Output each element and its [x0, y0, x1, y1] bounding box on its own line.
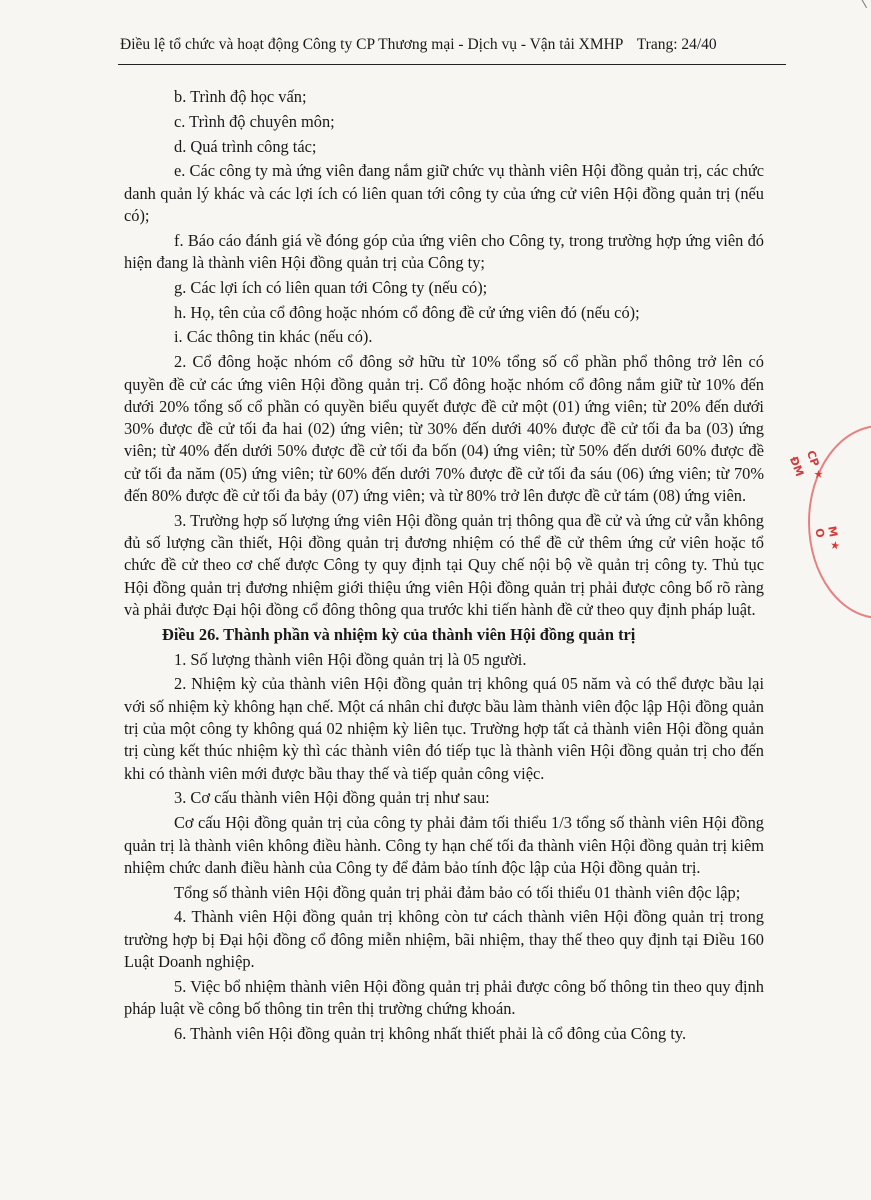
paragraph: 5. Việc bổ nhiệm thành viên Hội đồng quản trị phải được công bố thông tin theo quy định pháp luật về công bố thông tin trên thị trường chứng khoán.	[124, 976, 764, 1019]
paragraph: 2. Cổ đông hoặc nhóm cổ đông sở hữu từ 10% tổng số cổ phần phổ thông trở lên có quyền đề cử các ứng viên Hội đồng quản trị. Cổ đông hoặc nhóm cổ đông nắm giữ từ 10% đến dưới 20% tổng số cổ phần có quyền biểu quyết được đề cử một (01) ứng viên; từ 20% đến dưới 30% được đề cử tối đa hai (02) ứng viên; từ 30% đến dưới 40% được đề cử tối đa ba (03) ứng viên; từ 40% đến dưới 50% được đề cử tối đa bốn (04) ứng viên; từ 50% đến dưới 60% được đề cử tối đa năm (05) ứng viên; từ 60% đến dưới 70% được đề cử tối đa sáu (06) ứng viên; từ 70% đến 80% được đề cử tối đa bảy (07) ứng viên; và từ 80% trở lên được đề cử tám (08) ứng viên.	[124, 352, 764, 506]
paragraph: 1. Số lượng thành viên Hội đồng quản trị là 05 người.	[174, 649, 527, 669]
paragraph: b. Trình độ học vấn;	[174, 87, 307, 106]
paragraph: Tổng số thành viên Hội đồng quản trị phải đảm bảo có tối thiểu 01 thành viên độc lập;	[174, 882, 741, 902]
document-body	[124, 86, 764, 1048]
paragraph: 6. Thành viên Hội đồng quản trị không nhất thiết phải là cổ đông của Công ty.	[174, 1023, 687, 1043]
header-title: Điều lệ tổ chức và hoạt động Công ty CP Thương mại - Dịch vụ - Vận tải XMHP	[120, 36, 623, 53]
paragraph: c. Trình độ chuyên môn;	[174, 111, 335, 131]
paragraph: g. Các lợi ích có liên quan tới Công ty (nếu có);	[174, 277, 488, 297]
page-header	[120, 36, 785, 54]
scan-corner-mark	[848, 0, 867, 15]
paragraph: i. Các thông tin khác (nếu có).	[174, 327, 373, 347]
paragraph: Cơ cấu Hội đồng quản trị của công ty phải đảm tối thiểu 1/3 tổng số thành viên Hội đồng quản trị là thành viên không điều hành. Công ty hạn chế tối đa thành viên Hội đồng quản trị kiêm nhiệm chức danh điều hành của Công ty để đảm bảo tính độc lập của Hội đồng quản trị.	[124, 813, 764, 877]
paragraph: e. Các công ty mà ứng viên đang nắm giữ chức vụ thành viên Hội đồng quản trị, các chức danh quản lý khác và các lợi ích có liên quan tới công ty của ứng cử viên Hội đồng quản trị (nếu có);	[124, 161, 764, 225]
paragraph: d. Quá trình công tác;	[174, 136, 317, 156]
paragraph: 2. Nhiệm kỳ của thành viên Hội đồng quản trị không quá 05 năm và có thể được bầu lại với số nhiệm kỳ không hạn chế. Một cá nhân chỉ được bầu làm thành viên độc lập Hội đồng quản trị của một công ty không quá 02 nhiệm kỳ liên tục. Trường hợp tất cả thành viên Hội đồng quản trị cùng kết thúc nhiệm kỳ thì các thành viên đó tiếp tục là thành viên Hội đồng quản trị cho đến khi có thành viên mới được bầu thay thế và tiếp quản công việc.	[124, 674, 764, 783]
paragraph: 3. Trường hợp số lượng ứng viên Hội đồng quản trị thông qua đề cử và ứng cử vẫn không đủ số lượng cần thiết, Hội đồng quản trị đương nhiệm có thể đề cử thêm ứng cử viên hoặc tổ chức đề cử theo cơ chế được Công ty quy định tại Quy chế nội bộ về quản trị công ty. Thủ tục Hội đồng quản trị đương nhiệm giới thiệu ứng viên Hội đồng quản trị phải được công bố rõ ràng và phải được Đại hội đồng cổ đông thông qua trước khi tiến hành đề cử theo quy định pháp luật.	[124, 510, 764, 620]
article-heading: Điều 26. Thành phần và nhiệm kỳ của thành viên Hội đồng quản trị	[162, 624, 636, 644]
header-divider	[118, 64, 786, 65]
seal-text-lower: M ★ O	[812, 525, 843, 552]
paragraph: h. Họ, tên của cổ đông hoặc nhóm cổ đông đề cử ứng viên đó (nếu có);	[174, 302, 640, 322]
header-page-number: Trang: 24/40	[636, 36, 717, 53]
seal-text-upper: CP ★ ĐM	[786, 448, 827, 482]
paragraph: 3. Cơ cấu thành viên Hội đồng quản trị như sau:	[174, 788, 490, 808]
paragraph: 4. Thành viên Hội đồng quản trị không còn tư cách thành viên Hội đồng quản trị trong trường hợp bị Đại hội đồng cổ đông miễn nhiệm, bãi nhiệm, thay thế theo quy định tại Điều 160 Luật Doanh nghiệp.	[124, 907, 764, 971]
paragraph: f. Báo cáo đánh giá về đóng góp của ứng viên cho Công ty, trong trường hợp ứng viên đó hiện đang là thành viên Hội đồng quản trị của Công ty;	[124, 230, 764, 273]
